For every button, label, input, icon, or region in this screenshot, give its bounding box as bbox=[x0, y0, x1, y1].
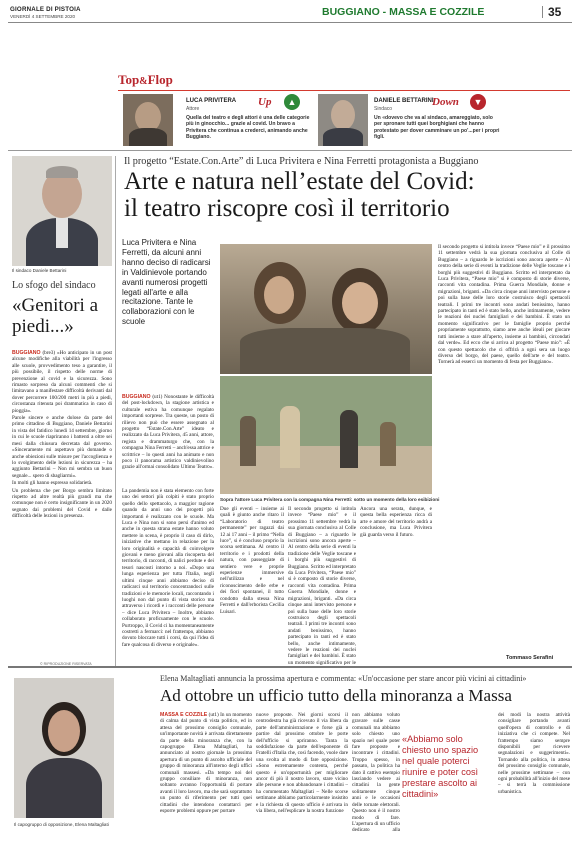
article-col1-text: (ut1) Nonostante le difficoltà del post-lockdown, la stagione artistica e culturale estiva ha comunque regalato importanti sorprese. Tra queste, un posto di rilievo non può che essere assegnato al progetto “Estate.Con.Arte” ideato e realizzato da Luca Privitera, 45 anni, attore, regista e drammaturgo che, con la compagna Nina Ferretti – anch'essa attrice e scrittrice – lo questi anni ha animato e non poco il panorama artistico valdinievolino grazie all'ormai consolidato Ultimo Teatro». bbox=[122, 394, 214, 471]
sidebar-divider bbox=[115, 156, 116, 668]
section-title: BUGGIANO - MASSA E COZZILE bbox=[322, 6, 485, 18]
down-badge: Down bbox=[432, 96, 459, 108]
thumb-down-icon: ▼ bbox=[470, 94, 486, 110]
paper-name: GIORNALE DI PISTOIA bbox=[10, 6, 81, 13]
bottom-col-4 bbox=[498, 712, 570, 834]
article-col-4 bbox=[288, 506, 356, 666]
article-kicker: BUGGIANO bbox=[122, 394, 151, 400]
photo-caption: Sopra l'attore Luca Privitera con la compagna Nina Ferretti: sotto un momento della loro esibizioni bbox=[220, 497, 440, 502]
article-col5-text: Ancora una serata, dunque, e questa bella esperienza ricca di arte e amore del territorio andrà a conclusione, ma Luca Privitera già guarda verso il futuro. bbox=[360, 506, 432, 538]
bottom-col-3 bbox=[352, 712, 400, 834]
mayor-caption: Il sindaco Daniele Bettarini bbox=[12, 268, 67, 273]
article-col-1 bbox=[122, 394, 214, 486]
logo-top: Top bbox=[118, 72, 140, 87]
thumb-up-icon: ▲ bbox=[284, 94, 300, 110]
sidebar-credit: © RIPRODUZIONE RISERVATA bbox=[40, 662, 92, 666]
sidebar-para-3: In molti gli hanno espresso solidarietà. bbox=[12, 480, 93, 487]
down-name: DANIELE BETTARINI bbox=[374, 98, 434, 104]
bettarini-portrait bbox=[318, 94, 368, 146]
headline-line-1: Arte e natura nell’estate del Covid: bbox=[124, 168, 475, 195]
bottom-col4-text: dei modi la nostra attività consigliare portando avanti quell'opera di controllo e di iniziativa che ci compete. Nel frattempo siamo sempre disponibili per ricevere segnalazioni e suggerimenti». Tornando alla politica, in attesa del prossimo consiglio comunale, nelle prossime settimane – con ogni probabilità all'inizio del mese – si terrà la commissione urbanistica. bbox=[498, 712, 570, 795]
down-text: Un «dovevo che va al sindaco, amareggiato, solo per spronare tutti quei borghigiani che hanno protestato per dover camminare un po'...per i propri figli. bbox=[374, 115, 500, 140]
topflop-logo bbox=[118, 72, 173, 88]
up-text: Quella del teatro e degli attori è una delle categorie più in ginocchio... grazie al covid. Un bravo a Privitera che continua a crederci, animando anche Buggiano. bbox=[186, 115, 310, 140]
up-role: Attore bbox=[186, 106, 200, 112]
headline-line-2: il teatro riscopre così il territorio bbox=[124, 195, 450, 222]
article-overline: Il progetto “Estate.Con.Arte” di Luca Privitera e Nina Ferretti protagonista a Buggiano bbox=[124, 156, 479, 167]
article-col6-text: Il secondo progetto si intitola invece “Paese mio” e il prossimo 11 settembre vedrà la sua giornata conclusiva al Colle di Buggiano – a riguardo le iscrizioni sono ancora aperte – Al centro della serie di eventi la tradizione delle Veglie toscane e i borghi più suggestivi di Buggiano. Scritto ed interpretato da Luca Privitera, “Paese mio” si è composto di storie diverse, racconti vita contadina. Prima Guerra Mondiale, donne e migrazioni, briganti. «Da circa cinque anni intervisto persone e poi sulla base delle loro storie costruisco degli spettacoli teatrali. I primi tre incontri sono andati benissimo, hanno partecipato in tanti ed è stato bello, anche intimamente, vedere le reazioni dei nuclei famigliari e dei bambini. È stato un momento significativo per le famiglie proprio perché propriamente soprattutto, siamo aree anche ideali per giocare tutti insieme a stare all'aperto, insieme ai bambini, circondati dal verde». Ed ecco che si arriva al progetto “Paese mio”: «È con questo spettacolo che ci offrirà a ogni sera un luogo diverso del borgo, del paese, quello dell'arte e del teatro. Tornerà ad esserci un momento di festa per Buggiano». bbox=[438, 244, 570, 366]
bottom-kicker: MASSA E COZZILE bbox=[160, 712, 208, 718]
bottom-pull-quote: «Abbiamo solo chiesto uno spazio nel quale poterci riunire e poter così prestare ascolto ai cittadini» bbox=[402, 734, 479, 799]
header-rule bbox=[8, 22, 572, 23]
article-col-3 bbox=[220, 506, 284, 666]
sidebar-para-4: Un problema che per Borgo sembra limitato rispetto ad altre realtà più grandi ma che comunque non è certo insignificante in un 2020 segnato dai problemi del Covid e dalle difficoltà delle lezioni in presenza. bbox=[12, 487, 112, 520]
performance-photo bbox=[220, 376, 432, 494]
logo-flop: Flop bbox=[147, 72, 173, 87]
bottom-col3-text: non abbiamo voluto gravare sulle casse comunali ma abbiamo solo chiesto uno spazio nel quale poter fare proposte e incontrare i cittadini. Troppo spesso, in passato, la politica ha dato il cattivo esempio lasciando vedere ai cittadini la gente solitamente cinque anni e le occasioni delle tornate elettorali. Questo non è il nostro modo di fare. L'apertura di un ufficio dedicato alla bbox=[352, 712, 400, 834]
bottom-overline: Elena Maltagliati annuncia la prossima apertura e commenta: «Un'occasione per stare ancor più vicini ai cittadini» bbox=[160, 674, 527, 683]
article-col2-text: La pandemia non è stata elemento con forte uno dei settori più colpiti è stato proprio quello dello spettacolo, a maggior ragione quando da anni uno dei progetti più importanti è realizzato con le scuole. Ma Luca e Nina non si sono persi d'animo ed anche in questa strana estate hanno voluto mettere in scena, è proprio il caso di dirlo, iniziative che mettano in relazione per la loro originalità e capacità di coinvolgere giovani e meno giovani alla riscoperta del territorio, di racconti, di nalici perdute e dei tesori nascosti intorno a noi. «Dopo una lunga esperienza per tutta l'Italia, negli ultimi cinque anni abbiamo deciso di radicarci sul territorio concentrandoci sulle tradizioni e le memorie locali, raccontando i luoghi non dal punto di vista storico ma attraverso i ricordi e i racconti delle persone – dice Luca Privitera – Inoltre, abbiamo collaborato proficuamente con le scuole. Purtroppo, il Covid ci ha momentaneamente costretti a fermarci: nel frattempo, abbiamo dovuto bloccare tutti i corsi, da qui l'idea di fare qualcosa di diverso e originale». bbox=[122, 488, 214, 648]
section-divider bbox=[542, 6, 543, 18]
issue-date: VENERDÌ 4 SETTEMBRE 2020 bbox=[10, 14, 76, 19]
sidebar-body bbox=[12, 350, 112, 660]
up-name: LUCA PRIVITERA bbox=[186, 98, 237, 104]
article-col3-text: Due gli eventi – insieme ai quali è giunto anche ritaro il “Laboratorio di teatro permanente” per ragazzi dai 12 ai 17 anni – il primo “Nella luce”, si è concluso proprio la scorsa settimana. Al centro il territorio e i prodotti della natura, con passeggiate di sentiero vere e proprie esperienze immersive nell'utilizzo e nel riconoscimento delle erbe e dei fiori spontanei, il tutto condotto dalla stessa Nina Ferretti e dall'erborista Cecilia Luisari. bbox=[220, 506, 284, 615]
sidebar-kicker-place: BUGGIANO bbox=[12, 350, 41, 356]
bottom-col2-text: nuove proposte. Nei giorni scorsi il centrodestra ha già ricevuto il via libera da parte dell'amministrazione e forse già a partire dal prossimo ottobre le porte dell'ufficio si apriranno. Tanta la soddisfazione da parte dell'esponente di Fratelli d'Italia che, così facendo, vuole dare una svolta al modo di fare opposizione. «Sono estremamente contenta, perché questo è un'opportunità per migliorare ancor di più il nostro lavoro, stare vicino alle persone e non abbandonare i cittadini – ha commentato Maltagliati – Nelle scorse settimane abbiamo particolarmente insistito e la richiesta di questo ufficio è arrivata in via libera, nell'esplicare la nostra funzione bbox=[256, 712, 348, 815]
logo-amp: & bbox=[139, 76, 148, 87]
page-number: 35 bbox=[548, 5, 562, 19]
sidebar-headline: «Genitori a piedi...» bbox=[12, 295, 99, 337]
topflop-rule bbox=[118, 90, 570, 91]
topflop-bottom-rule bbox=[8, 150, 572, 151]
down-role: Sindaco bbox=[374, 106, 393, 112]
bottom-col-1 bbox=[160, 712, 252, 834]
article-col-5 bbox=[360, 506, 432, 666]
bottom-col1-text: (ut1) In un momento di calma dal punto di vista politico, ed in attesa del prossimo consiglio comunale, un'importante novità è arrivata direttamente da parte della minoranza che, con la capogruppo Elena Maltagliati, ha annunciato al nostro giornale la prossima apertura di un punto di ascolto ufficiale del gruppo di minoranza all'interno degli uffici comunali massesi. «Da tempo noi del gruppo consiliare di minoranza, non soltanto avranno l'opportunità di portare avanti il loro lavoro, ma che sarà soprattutto un punto di riferimento per tutti quei cittadini che intendono contattarci per esporre problemi oppure per portare bbox=[160, 712, 252, 815]
article-col-6 bbox=[438, 244, 570, 652]
article-byline: Tommaso Serafini bbox=[506, 655, 554, 661]
article-standfirst: Luca Privitera e Nina Ferretti, da alcuni anni hanno deciso di radicarsi in Valdinievole portando avanti numerosi progetti legati all'arte e alla recitazione. Tante le collaborazioni con le scuole bbox=[122, 238, 211, 327]
maltagliati-caption: Il capogruppo di opposizione, Elena Maltagliati bbox=[14, 822, 109, 827]
privitera-portrait bbox=[123, 94, 173, 146]
mayor-photo bbox=[12, 156, 112, 266]
article-col-2 bbox=[122, 488, 214, 666]
main-photo bbox=[220, 244, 432, 374]
up-badge: Up bbox=[258, 96, 272, 108]
sidebar-kicker: Lo sfogo del sindaco bbox=[12, 280, 96, 291]
bottom-col-2 bbox=[256, 712, 348, 834]
sidebar-para-2: Parole sincere e anche dolose da parte del primo cittadino di Buggiano, Daniele Bettarini in vista del fatidico lunedì 14 settembre, giorno in cui le scuole riapriranno i battenti a oltre sei mesi dalla chiusura decretata dal governo. «Sinceramente mi aspettavo più domande o anche obiezioni sulle misure per l'accoglienza e lo svolgimento delle lezioni in sicurezza – ha aggiunto Bettarini – Non mi sembra un buon segnale... spero di sbagliarmi». bbox=[12, 415, 112, 479]
maltagliati-photo bbox=[14, 678, 114, 818]
article-headline bbox=[124, 168, 572, 222]
bottom-headline: Ad ottobre un ufficio tutto della minoranza a Massa bbox=[160, 686, 512, 705]
bottom-separator bbox=[8, 666, 572, 668]
article-col4-text: Il secondo progetto si intitola invece “Paese mio” e il prossimo 11 settembre vedrà la sua giornata conclusiva al Colle di Buggiano – a riguardo le iscrizioni sono ancora aperte – Al centro della serie di eventi la tradizione delle Veglie toscane e i borghi più suggestivi di Buggiano. Scritto ed interpretato da Luca Privitera, “Paese mio” si è composto di storie diverse, racconti vita contadina. Prima Guerra Mondiale, donne e migrazioni, briganti. «Da circa cinque anni intervisto persone e poi sulla base delle loro storie costruisco degli spettacoli teatrali. I primi tre incontri sono andati benissimo, hanno partecipato in tanti ed è stato bello, anche intimamente, vedere le reazioni dei nuclei famigliari e dei bambini. È stato un momento significativo per le bbox=[288, 506, 356, 666]
sidebar-para-1: (bre3) «Ho anticipato in un post alcune modifiche alla viabilità per l'ingresso alle scuole, provvedimento teso a garantire, il più possibile, il rispetto delle norme di prevenzione al covid e la sicurezza. Sono rimasto sorpreso da alcuni commenti che si limitavano a manifestare difficoltà derivanti dal dover percorrere 100/200 metri in più a piedi, circostanza ritenuta poi drammatica in caso di pioggia». bbox=[12, 350, 112, 414]
masthead bbox=[10, 6, 160, 19]
